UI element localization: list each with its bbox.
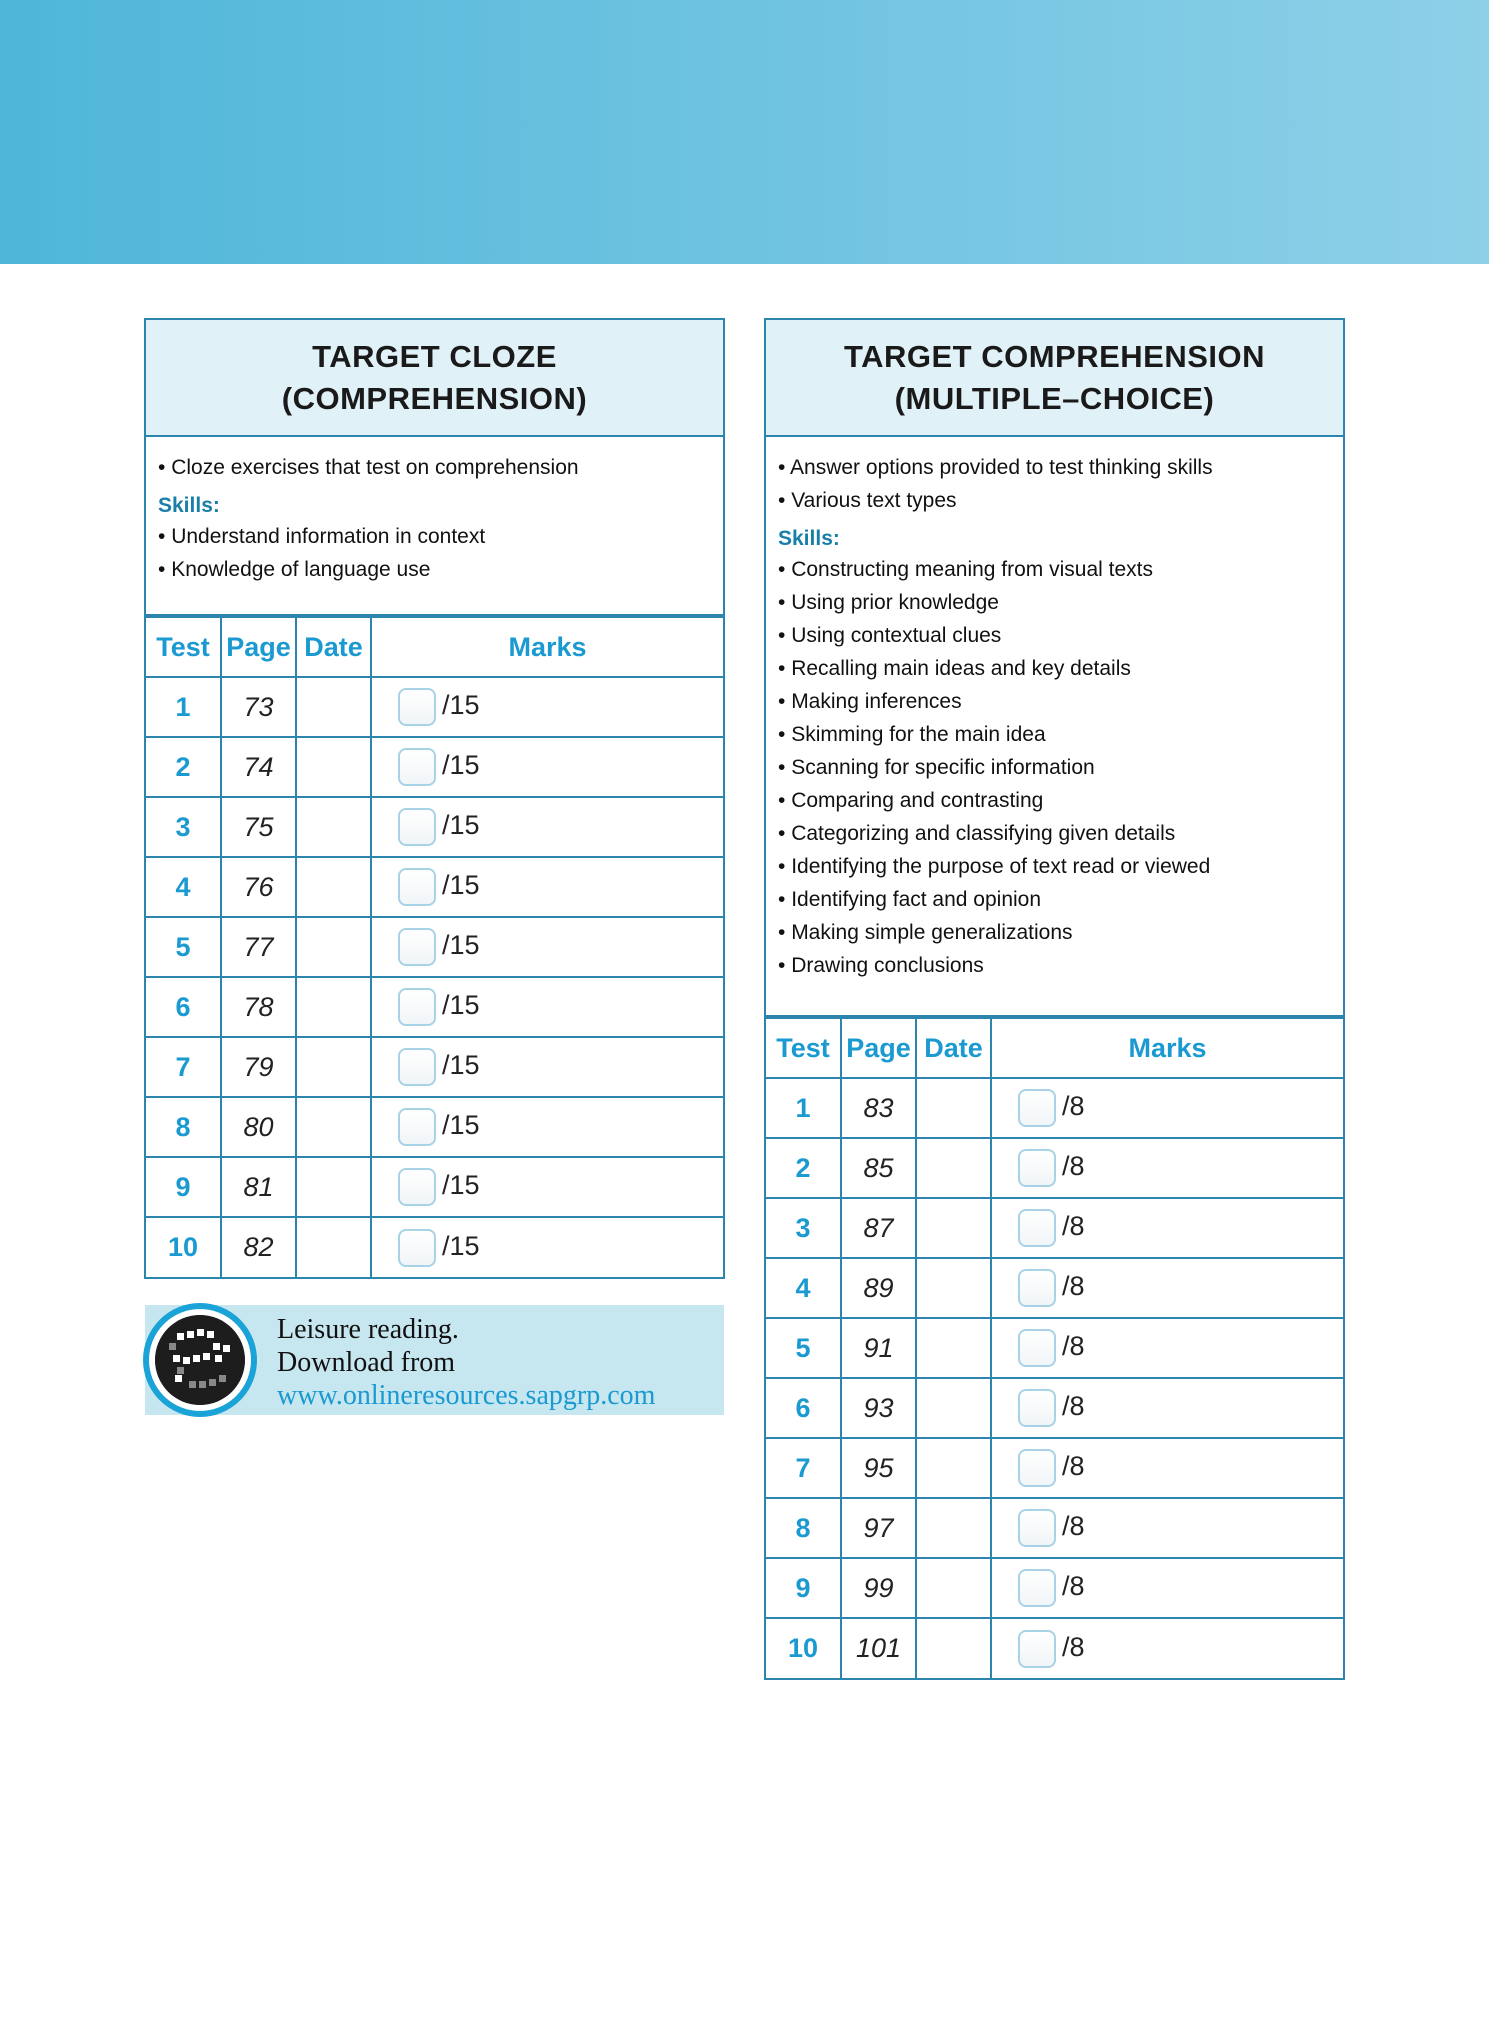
skill-item: • Making simple generalizations — [778, 916, 1331, 949]
date-field[interactable] — [916, 1618, 991, 1678]
page-number: 101 — [841, 1618, 916, 1678]
skill-item: • Identifying the purpose of text read or viewed — [778, 850, 1331, 883]
marks-total: /8 — [1062, 1151, 1085, 1182]
title-line: TARGET CLOZE — [312, 338, 557, 374]
page-number: 79 — [221, 1037, 296, 1097]
column-header: Date — [916, 1018, 991, 1078]
table-row — [766, 1258, 1343, 1318]
marks-total: /15 — [442, 930, 480, 961]
bullet-item: • Answer options provided to test thinking skills — [778, 451, 1331, 484]
test-number: 9 — [146, 1157, 221, 1217]
marks-cell — [371, 1157, 723, 1217]
column-header: Page — [841, 1018, 916, 1078]
date-field[interactable] — [296, 857, 371, 917]
date-field[interactable] — [916, 1138, 991, 1198]
table-row — [146, 857, 723, 917]
date-field[interactable] — [916, 1558, 991, 1618]
marks-cell — [991, 1138, 1343, 1198]
marks-input-box[interactable] — [1018, 1389, 1056, 1427]
table-row — [766, 1438, 1343, 1498]
table-row — [146, 1157, 723, 1217]
marks-total: /15 — [442, 870, 480, 901]
marks-input-box[interactable] — [1018, 1089, 1056, 1127]
table-row — [146, 917, 723, 977]
marks-cell — [371, 1037, 723, 1097]
table-row — [146, 677, 723, 737]
target-cloze-card — [144, 318, 725, 1279]
marks-cell — [371, 977, 723, 1037]
date-field[interactable] — [296, 677, 371, 737]
test-number: 10 — [146, 1217, 221, 1277]
header-banner — [0, 0, 1489, 264]
marks-cell — [991, 1198, 1343, 1258]
marks-input-box[interactable] — [1018, 1209, 1056, 1247]
page-number: 80 — [221, 1097, 296, 1157]
marks-total: /8 — [1062, 1391, 1085, 1422]
marks-table — [766, 1017, 1343, 1678]
marks-input-box[interactable] — [398, 1048, 436, 1086]
marks-input-box[interactable] — [1018, 1269, 1056, 1307]
leisure-reading-banner — [145, 1305, 724, 1415]
marks-total: /8 — [1062, 1091, 1085, 1122]
date-field[interactable] — [916, 1438, 991, 1498]
column-header: Marks — [991, 1018, 1343, 1078]
page-number: 91 — [841, 1318, 916, 1378]
marks-cell — [991, 1258, 1343, 1318]
test-number: 6 — [146, 977, 221, 1037]
table-row — [766, 1078, 1343, 1138]
target-comprehension-card — [764, 318, 1345, 1680]
date-field[interactable] — [916, 1198, 991, 1258]
marks-input-box[interactable] — [398, 928, 436, 966]
marks-cell — [371, 797, 723, 857]
skill-item: • Knowledge of language use — [158, 553, 711, 586]
skills-label: Skills: — [778, 527, 840, 550]
marks-input-box[interactable] — [1018, 1569, 1056, 1607]
date-field[interactable] — [916, 1378, 991, 1438]
page-number: 93 — [841, 1378, 916, 1438]
test-number: 6 — [766, 1378, 841, 1438]
table-header-row — [146, 617, 723, 677]
marks-cell — [371, 1097, 723, 1157]
marks-total: /8 — [1062, 1271, 1085, 1302]
marks-cell — [371, 737, 723, 797]
test-number: 1 — [146, 677, 221, 737]
skill-item: • Understand information in context — [158, 520, 711, 553]
table-row — [766, 1378, 1343, 1438]
marks-cell — [991, 1318, 1343, 1378]
test-number: 9 — [766, 1558, 841, 1618]
marks-cell — [991, 1498, 1343, 1558]
card-title — [146, 320, 723, 437]
test-number: 10 — [766, 1618, 841, 1678]
page-number: 99 — [841, 1558, 916, 1618]
column-header: Date — [296, 617, 371, 677]
date-field[interactable] — [296, 1217, 371, 1277]
marks-total: /8 — [1062, 1211, 1085, 1242]
skill-item: • Using contextual clues — [778, 619, 1331, 652]
marks-total: /15 — [442, 990, 480, 1021]
bullet-item: • Cloze exercises that test on comprehension — [158, 451, 711, 484]
column-header: Test — [766, 1018, 841, 1078]
title-line: TARGET COMPREHENSION — [843, 338, 1266, 374]
page-number: 85 — [841, 1138, 916, 1198]
marks-total: /15 — [442, 1050, 480, 1081]
skill-item: • Skimming for the main idea — [778, 718, 1331, 751]
table-row — [766, 1138, 1343, 1198]
date-field[interactable] — [916, 1078, 991, 1138]
marks-total: /15 — [442, 1110, 480, 1141]
column-header: Page — [221, 617, 296, 677]
marks-total: /15 — [442, 1230, 480, 1261]
page-number: 77 — [221, 917, 296, 977]
date-field[interactable] — [296, 977, 371, 1037]
table-row — [766, 1318, 1343, 1378]
promo-line: Leisure reading. — [277, 1314, 459, 1345]
date-field[interactable] — [296, 1157, 371, 1217]
page-number: 78 — [221, 977, 296, 1037]
marks-total: /15 — [442, 1170, 480, 1201]
page-number: 87 — [841, 1198, 916, 1258]
marks-cell — [991, 1438, 1343, 1498]
marks-input-box[interactable] — [398, 868, 436, 906]
marks-cell — [371, 857, 723, 917]
description — [766, 437, 1343, 1017]
test-number: 4 — [766, 1258, 841, 1318]
marks-total: /15 — [442, 690, 480, 721]
marks-total: /8 — [1062, 1631, 1085, 1662]
marks-input-box[interactable] — [1018, 1630, 1056, 1668]
date-field[interactable] — [916, 1498, 991, 1558]
test-number: 2 — [766, 1138, 841, 1198]
test-number: 8 — [766, 1498, 841, 1558]
skill-item: • Constructing meaning from visual texts — [778, 553, 1331, 586]
marks-cell — [371, 677, 723, 737]
marks-total: /15 — [442, 750, 480, 781]
marks-total: /8 — [1062, 1511, 1085, 1542]
skill-item: • Drawing conclusions — [778, 949, 1331, 982]
marks-input-box[interactable] — [398, 748, 436, 786]
test-number: 7 — [146, 1037, 221, 1097]
test-number: 3 — [146, 797, 221, 857]
test-number: 3 — [766, 1198, 841, 1258]
table-header-row — [766, 1018, 1343, 1078]
column-header: Test — [146, 617, 221, 677]
marks-total: /15 — [442, 810, 480, 841]
date-field[interactable] — [296, 797, 371, 857]
marks-input-box[interactable] — [1018, 1509, 1056, 1547]
page-number: 83 — [841, 1078, 916, 1138]
column-header: Marks — [371, 617, 723, 677]
marks-input-box[interactable] — [398, 1108, 436, 1146]
date-field[interactable] — [916, 1318, 991, 1378]
skill-item: • Making inferences — [778, 685, 1331, 718]
test-number: 5 — [766, 1318, 841, 1378]
page-number: 73 — [221, 677, 296, 737]
marks-input-box[interactable] — [1018, 1149, 1056, 1187]
marks-total: /8 — [1062, 1331, 1085, 1362]
page-number: 95 — [841, 1438, 916, 1498]
page-number: 76 — [221, 857, 296, 917]
title-line: (COMPREHENSION) — [281, 380, 588, 416]
marks-input-box[interactable] — [398, 988, 436, 1026]
page-number: 89 — [841, 1258, 916, 1318]
test-number: 2 — [146, 737, 221, 797]
test-number: 1 — [766, 1078, 841, 1138]
table-row — [766, 1618, 1343, 1678]
table-row — [146, 977, 723, 1037]
skill-item: • Using prior knowledge — [778, 586, 1331, 619]
marks-cell — [991, 1618, 1343, 1678]
test-number: 5 — [146, 917, 221, 977]
skill-item: • Comparing and contrasting — [778, 784, 1331, 817]
marks-input-box[interactable] — [398, 1168, 436, 1206]
table-row — [766, 1498, 1343, 1558]
promo-line: Download from — [277, 1347, 456, 1378]
skill-item: • Identifying fact and opinion — [778, 883, 1331, 916]
test-number: 8 — [146, 1097, 221, 1157]
resource-link[interactable]: www.onlineresources.sapgrp.com — [277, 1380, 656, 1411]
marks-cell — [991, 1078, 1343, 1138]
description — [146, 437, 723, 616]
page-number: 81 — [221, 1157, 296, 1217]
marks-cell — [371, 1217, 723, 1277]
table-row — [766, 1198, 1343, 1258]
page-number: 74 — [221, 737, 296, 797]
marks-input-box[interactable] — [1018, 1449, 1056, 1487]
marks-cell — [991, 1378, 1343, 1438]
title-line: (MULTIPLE–CHOICE) — [894, 380, 1215, 416]
marks-cell — [371, 917, 723, 977]
test-number: 4 — [146, 857, 221, 917]
marks-input-box[interactable] — [398, 688, 436, 726]
marks-input-box[interactable] — [398, 1229, 436, 1267]
marks-total: /8 — [1062, 1451, 1085, 1482]
marks-input-box[interactable] — [398, 808, 436, 846]
marks-cell — [991, 1558, 1343, 1618]
table-row — [146, 1037, 723, 1097]
marks-input-box[interactable] — [1018, 1329, 1056, 1367]
skill-item: • Scanning for specific information — [778, 751, 1331, 784]
table-row — [146, 1217, 723, 1277]
page-number: 97 — [841, 1498, 916, 1558]
marks-table — [146, 616, 723, 1277]
date-field[interactable] — [296, 1037, 371, 1097]
table-row — [146, 737, 723, 797]
skill-item: • Recalling main ideas and key details — [778, 652, 1331, 685]
page-number: 75 — [221, 797, 296, 857]
bullet-item: • Various text types — [778, 484, 1331, 517]
table-row — [146, 797, 723, 857]
test-number: 7 — [766, 1438, 841, 1498]
book-logo-icon — [143, 1303, 257, 1417]
date-field[interactable] — [296, 1097, 371, 1157]
card-title — [766, 320, 1343, 437]
skills-label: Skills: — [158, 494, 220, 517]
skill-item: • Categorizing and classifying given details — [778, 817, 1331, 850]
table-row — [146, 1097, 723, 1157]
table-row — [766, 1558, 1343, 1618]
date-field[interactable] — [296, 917, 371, 977]
date-field[interactable] — [916, 1258, 991, 1318]
page-number: 82 — [221, 1217, 296, 1277]
date-field[interactable] — [296, 737, 371, 797]
marks-total: /8 — [1062, 1571, 1085, 1602]
